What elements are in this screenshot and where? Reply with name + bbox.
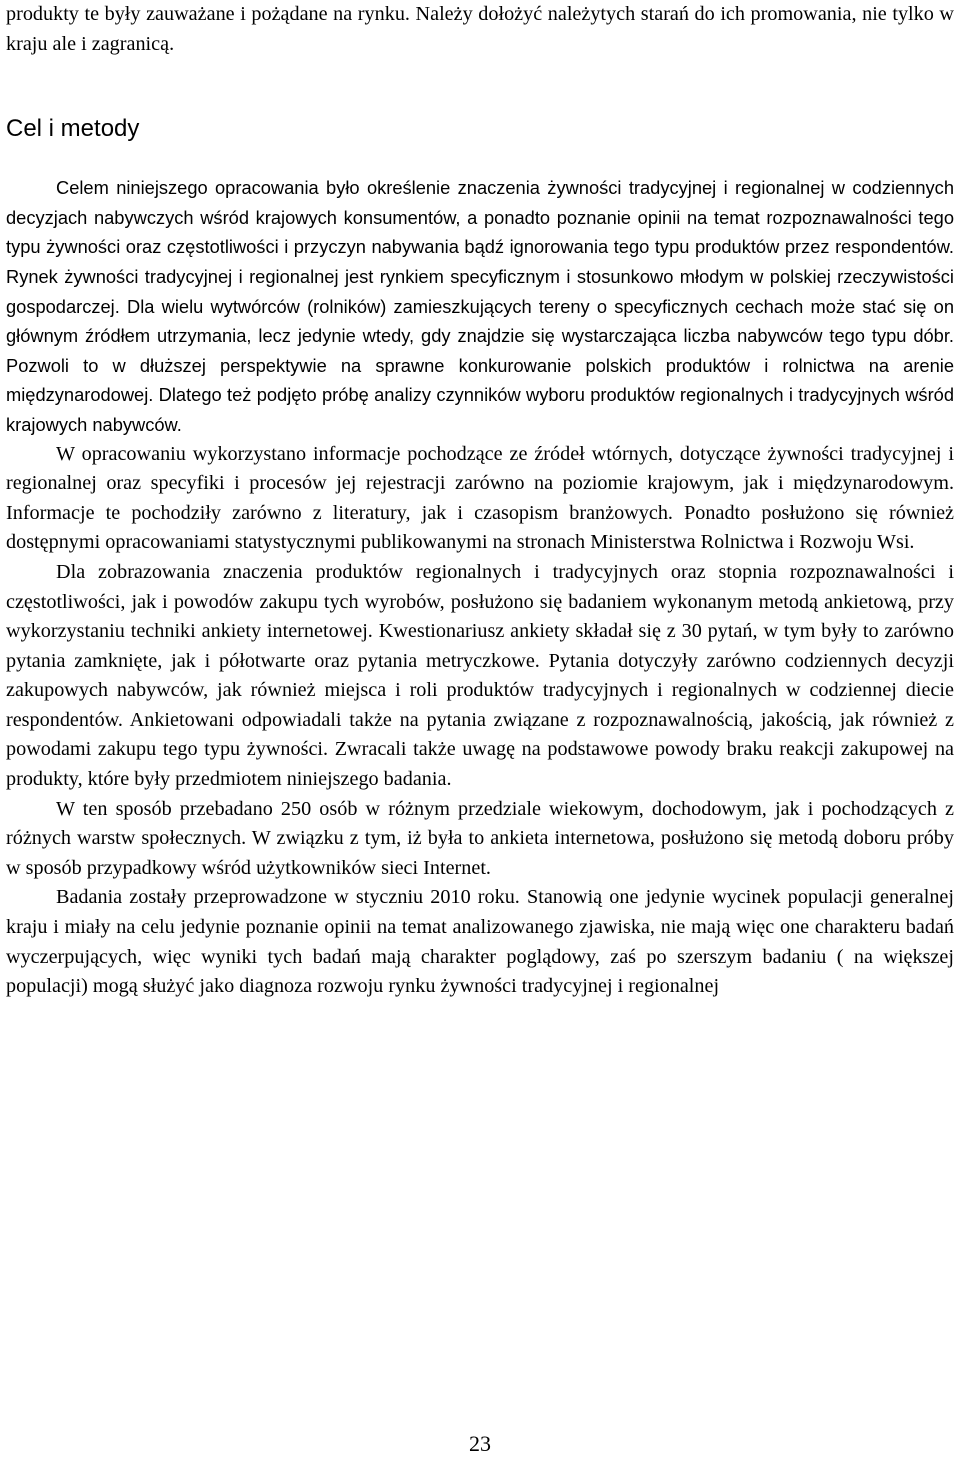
page-number: 23 xyxy=(469,1431,491,1456)
paragraph-timing: Badania zostały przeprowadzone w styczniu 2010 roku. Stanowią one jedynie wycinek populacji generalnej kraju i miały na celu jedynie poznanie opinii na temat analizowanego zjawiska, nie mają więc one charakteru badań wyczerpujących, więc wyniki tych badań mają charakter poglądowy, zaś po szerszym badaniu ( na większej populacji) mogą służyć jako diagnoza rozwoju rynku żywności tradycyjnej i regionalnej xyxy=(6,886,954,998)
paragraph-survey: Dla zobrazowania znaczenia produktów regionalnych i tradycyjnych oraz stopnia rozpoznawalności i częstotliwości, jak i powodów zakupu tych wyrobów, posłużono się badaniem wykonanym metodą ankietową, przy wykorzystaniu techniki ankiety internetowej. Kwestionariusz ankiety składał się z 30 pytań, w tym były to zarówno pytania zamknięte, jak i półotwarte oraz pytania metryczkowe. Pytania dotyczyły zarówno codziennych decyzji zakupowych nabywców, jak również miejsca i roli produktów tradycyjnych i regionalnych w codziennej diecie respondentów. Ankietowani odpowiadali także na pytania związane z rozpoznawalnością, jakością, jak również z powodami zakupu tego typu żywności. Zwracali także uwagę na podstawowe powody braku reakcji zakupowej na produkty, które były przedmiotem niniejszego badania. xyxy=(6,560,954,791)
intro-paragraph: produkty te były zauważane i pożądane na rynku. Należy dołożyć należytych starań do ich promowania, nie tylko w kraju ale i zagranicą. xyxy=(6,3,954,55)
paragraph-aim: Celem niniejszego opracowania było określenie znaczenia żywności tradycyjnej i regionalnej w codziennych decyzjach nabywczych wśród krajowych konsumentów, a ponadto poznanie opinii na temat rozpoznawalności tego typu żywności oraz częstotliwości i przyczyn nabywania bądź ignorowania tego typu produktów przez respondentów. Rynek żywności tradycyjnej i regionalnej jest rynkiem specyficznym i stosunkowo młodym w polskiej rzeczywistości gospodarczej. Dla wielu wytwórców (rolników) zamieszkujących tereny o specyficznych cechach może stać się on głównym źródłem utrzymania, lecz jedynie wtedy, gdy znajdzie się wystarczająca liczba nabywców tego typu dóbr. Pozwoli to w dłuższej perspektywie na sprawne konkurowanie polskich produktów i rolnictwa na arenie międzynarodowej. Dlatego też podjęto próbę analizy czynników wyboru produktów regionalnych i tradycyjnych wśród krajowych nabywców. xyxy=(6,177,954,435)
document-page xyxy=(6,0,954,1002)
section-heading: Cel i metody xyxy=(6,115,140,143)
paragraph-sources: W opracowaniu wykorzystano informacje pochodzące ze źródeł wtórnych, dotyczące żywności tradycyjnej i regionalnej oraz specyfiki i procesów jej rejestracji zarówno na poziomie krajowym, jak i międzynarodowym. Informacje te pochodziły zarówno z literatury, jak i czasopism branżowych. Ponadto posłużono się również dostępnymi opracowaniami statystycznymi publikowanymi na stronach Ministerstwa Rolnictwa i Rozwoju Wsi. xyxy=(6,442,954,554)
paragraph-sample: W ten sposób przebadano 250 osób w różnym przedziale wiekowym, dochodowym, jak i pochodzących z różnych warstw społecznych. W związku z tym, iż była to ankieta internetowa, posłużono się metodą doboru próby w sposób przypadkowy wśród użytkowników sieci Internet. xyxy=(6,797,954,879)
